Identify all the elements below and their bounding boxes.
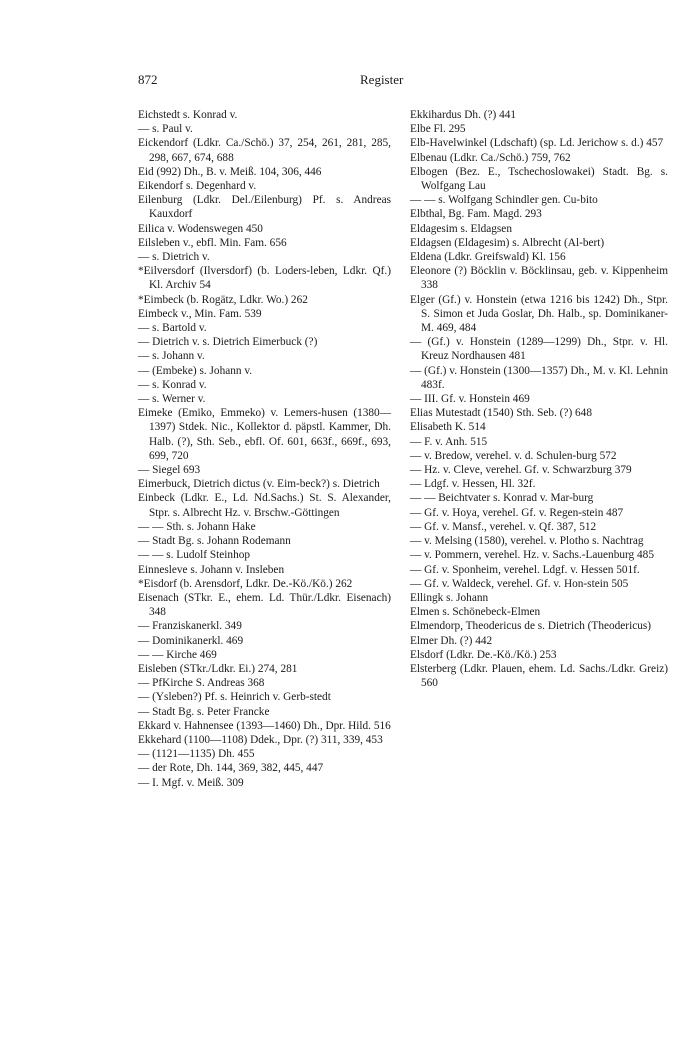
index-entry: Elsdorf (Ldkr. De.-Kö./Kö.) 253 xyxy=(410,648,557,661)
index-entry: — F. v. Anh. 515 xyxy=(410,435,488,448)
index-entry: *Eimbeck (b. Rogätz, Ldkr. Wo.) 262 xyxy=(138,293,308,306)
index-entry: — s. Dietrich v. xyxy=(138,251,210,264)
index-entry: Eichstedt s. Konrad v. xyxy=(138,109,238,121)
index-entry: Eimbeck v., Min. Fam. 539 xyxy=(138,307,262,320)
index-entry: — Gf. v. Hoya, verehel. Gf. v. Regen-stein 487 xyxy=(410,506,624,519)
index-entry: Elsterberg (Ldkr. Plauen, ehem. Ld. Sachs./Ldkr. Greiz) 560 xyxy=(410,662,668,690)
index-entry: Eldagesim s. Eldagsen xyxy=(410,222,512,235)
index-entry: Ellingk s. Johann xyxy=(410,591,489,604)
index-entry: — Stadt Bg. s. Johann Rodemann xyxy=(138,535,291,548)
index-entry: Eldagsen (Eldagesim) s. Albrecht (Al-bert) xyxy=(410,236,605,249)
index-entry: — (1121—1135) Dh. 455 xyxy=(138,748,255,761)
index-entry: Elb-Havelwinkel (Ldschaft) (sp. Ld. Jerichow s. d.) 457 xyxy=(410,137,664,150)
index-entry: Elbogen (Bez. E., Tschechoslowakei) Stadt. Bg. s. Wolfgang Lau xyxy=(410,165,668,193)
page-header-title: Register xyxy=(360,72,404,87)
index-entry: — Gf. v. Mansf., verehel. v. Qf. 387, 512 xyxy=(410,520,597,533)
index-entry: — III. Gf. v. Honstein 469 xyxy=(410,393,530,406)
index-entry: — v. Bredow, verehel. v. d. Schulen-burg 572 xyxy=(410,449,617,462)
page-number: 872 xyxy=(138,72,158,87)
index-entry: Elger (Gf.) v. Honstein (etwa 1216 bis 1242) Dh., Stpr. S. Simon et Juda Goslar, Dh. Halb., sp. Dominikaner-M. 469, 484 xyxy=(410,293,668,335)
index-entry: Eikendorf s. Degenhard v. xyxy=(138,180,257,193)
index-entry: Elbe Fl. 295 xyxy=(410,123,466,136)
index-entry: Einbeck (Ldkr. E., Ld. Nd.Sachs.) St. S. Alexander, Stpr. s. Albrecht Hz. v. Brschw.-Göttingen xyxy=(138,492,391,519)
index-entry: — v. Pommern, verehel. Hz. v. Sachs.-Lauenburg 485 xyxy=(410,549,654,562)
index-entry: — — s. Ludolf Steinhop xyxy=(138,549,251,562)
index-entry: — s. Bartold v. xyxy=(138,322,207,335)
index-entry: Ekkihardus Dh. (?) 441 xyxy=(410,109,517,121)
index-entry: Eid (992) Dh., B. v. Meiß. 104, 306, 446 xyxy=(138,165,322,178)
index-entry: Eickendorf (Ldkr. Ca./Schö.) 37, 254, 261, 281, 285, 298, 667, 674, 688 xyxy=(138,137,391,164)
index-entry: — — s. Wolfgang Schindler gen. Cu-bito xyxy=(410,194,598,207)
index-entry: — Siegel 693 xyxy=(138,464,201,477)
index-entry: Einnesleve s. Johann v. Insleben xyxy=(138,563,285,576)
index-entry: — — Sth. s. Johann Hake xyxy=(138,520,256,533)
index-entry: Eldena (Ldkr. Greifswald) Kl. 156 xyxy=(410,251,566,264)
index-entry: — (Gf.) v. Honstein (1300—1357) Dh., M. v. Kl. Lehnin 483f. xyxy=(410,364,668,391)
index-entry: *Eisdorf (b. Arensdorf, Ldkr. De.-Kö./Kö.) 262 xyxy=(138,577,353,590)
index-entry: — Stadt Bg. s. Peter Francke xyxy=(138,705,270,718)
index-entry: — s. Johann v. xyxy=(138,350,205,363)
index-entry: — Dominikanerkl. 469 xyxy=(138,634,244,647)
index-entry: Elbthal, Bg. Fam. Magd. 293 xyxy=(410,208,542,221)
index-entry: Elisabeth K. 514 xyxy=(410,421,486,434)
index-entry: — Franziskanerkl. 349 xyxy=(138,620,242,633)
index-entry: — Gf. v. Sponheim, verehel. Ldgf. v. Hessen 501f. xyxy=(410,563,640,576)
index-entry: Eimerbuck, Dietrich dictus (v. Eim-beck?) s. Dietrich xyxy=(138,478,380,491)
index-entry: Elmen s. Schönebeck-Elmen xyxy=(410,606,541,619)
index-entry: — s. Paul v. xyxy=(138,123,193,136)
index-entry: Elmendorp, Theodericus de s. Dietrich (Theodericus) xyxy=(410,620,652,633)
index-entry: Eimeke (Emiko, Emmeko) v. Lemers-husen (1380—1397) Stdek. Nic., Kollektor d. päpstl. Kammer, Dh. Halb. (?), Sth. Seb., ebfl. Of. 601, 663f., 669f., 693, 699, 720 xyxy=(138,407,391,462)
index-entry: Eleonore (?) Böcklin v. Böcklinsau, geb. v. Kippenheim 338 xyxy=(410,265,668,292)
index-entry: Ekkehard (1100—1108) Ddek., Dpr. (?) 311, 339, 453 xyxy=(138,733,383,746)
index-entry: — v. Melsing (1580), verehel. v. Plotho s. Nachtrag xyxy=(410,535,644,548)
index-entry: Elmer Dh. (?) 442 xyxy=(410,634,493,647)
index-entry: — — Kirche 469 xyxy=(138,648,217,661)
index-entry: — PfKirche S. Andreas 368 xyxy=(138,677,265,690)
index-entry: — I. Mgf. v. Meiß. 309 xyxy=(138,776,244,789)
index-entry: — s. Werner v. xyxy=(138,393,206,406)
index-entry: Elias Mutestadt (1540) Sth. Seb. (?) 648 xyxy=(410,407,592,420)
right-column xyxy=(410,108,668,690)
index-entry: — s. Konrad v. xyxy=(138,378,207,391)
index-entry: Eisleben (STkr./Ldkr. Ei.) 274, 281 xyxy=(138,662,298,675)
index-entry: — der Rote, Dh. 144, 369, 382, 445, 447 xyxy=(138,762,324,775)
index-entry: — Dietrich v. s. Dietrich Eimerbuck (?) xyxy=(138,336,318,349)
index-entry: Eilica v. Wodenswegen 450 xyxy=(138,222,263,235)
index-entry: — Ldgf. v. Hessen, Hl. 32f. xyxy=(410,478,536,491)
index-entry: Elbenau (Ldkr. Ca./Schö.) 759, 762 xyxy=(410,151,571,164)
index-entry: — Hz. v. Cleve, verehel. Gf. v. Schwarzburg 379 xyxy=(410,464,632,477)
left-column xyxy=(138,108,391,790)
index-entry: — Gf. v. Waldeck, verehel. Gf. v. Hon-stein 505 xyxy=(410,577,629,590)
index-entry: Eisenach (STkr. E., ehem. Ld. Thür./Ldkr. Eisenach) 348 xyxy=(138,591,391,619)
index-entry: Ekkard v. Hahnensee (1393—1460) Dh., Dpr. Hild. 516 xyxy=(138,719,391,732)
index-entry: — — Beichtvater s. Konrad v. Mar-burg xyxy=(410,492,594,505)
index-entry: — (Embeke) s. Johann v. xyxy=(138,364,253,377)
index-entry: *Eilversdorf (Ilversdorf) (b. Loders-leben, Ldkr. Qf.) Kl. Archiv 54 xyxy=(138,265,391,292)
index-entry: — (Gf.) v. Honstein (1289—1299) Dh., Stpr. v. Hl. Kreuz Nordhausen 481 xyxy=(410,336,668,363)
index-entry: Eilenburg (Ldkr. Del./Eilenburg) Pf. s. Andreas Kauxdorf xyxy=(138,194,391,221)
index-entry: — (Ysleben?) Pf. s. Heinrich v. Gerb-stedt xyxy=(138,691,331,704)
index-entry: Eilsleben v., ebfl. Min. Fam. 656 xyxy=(138,236,287,249)
